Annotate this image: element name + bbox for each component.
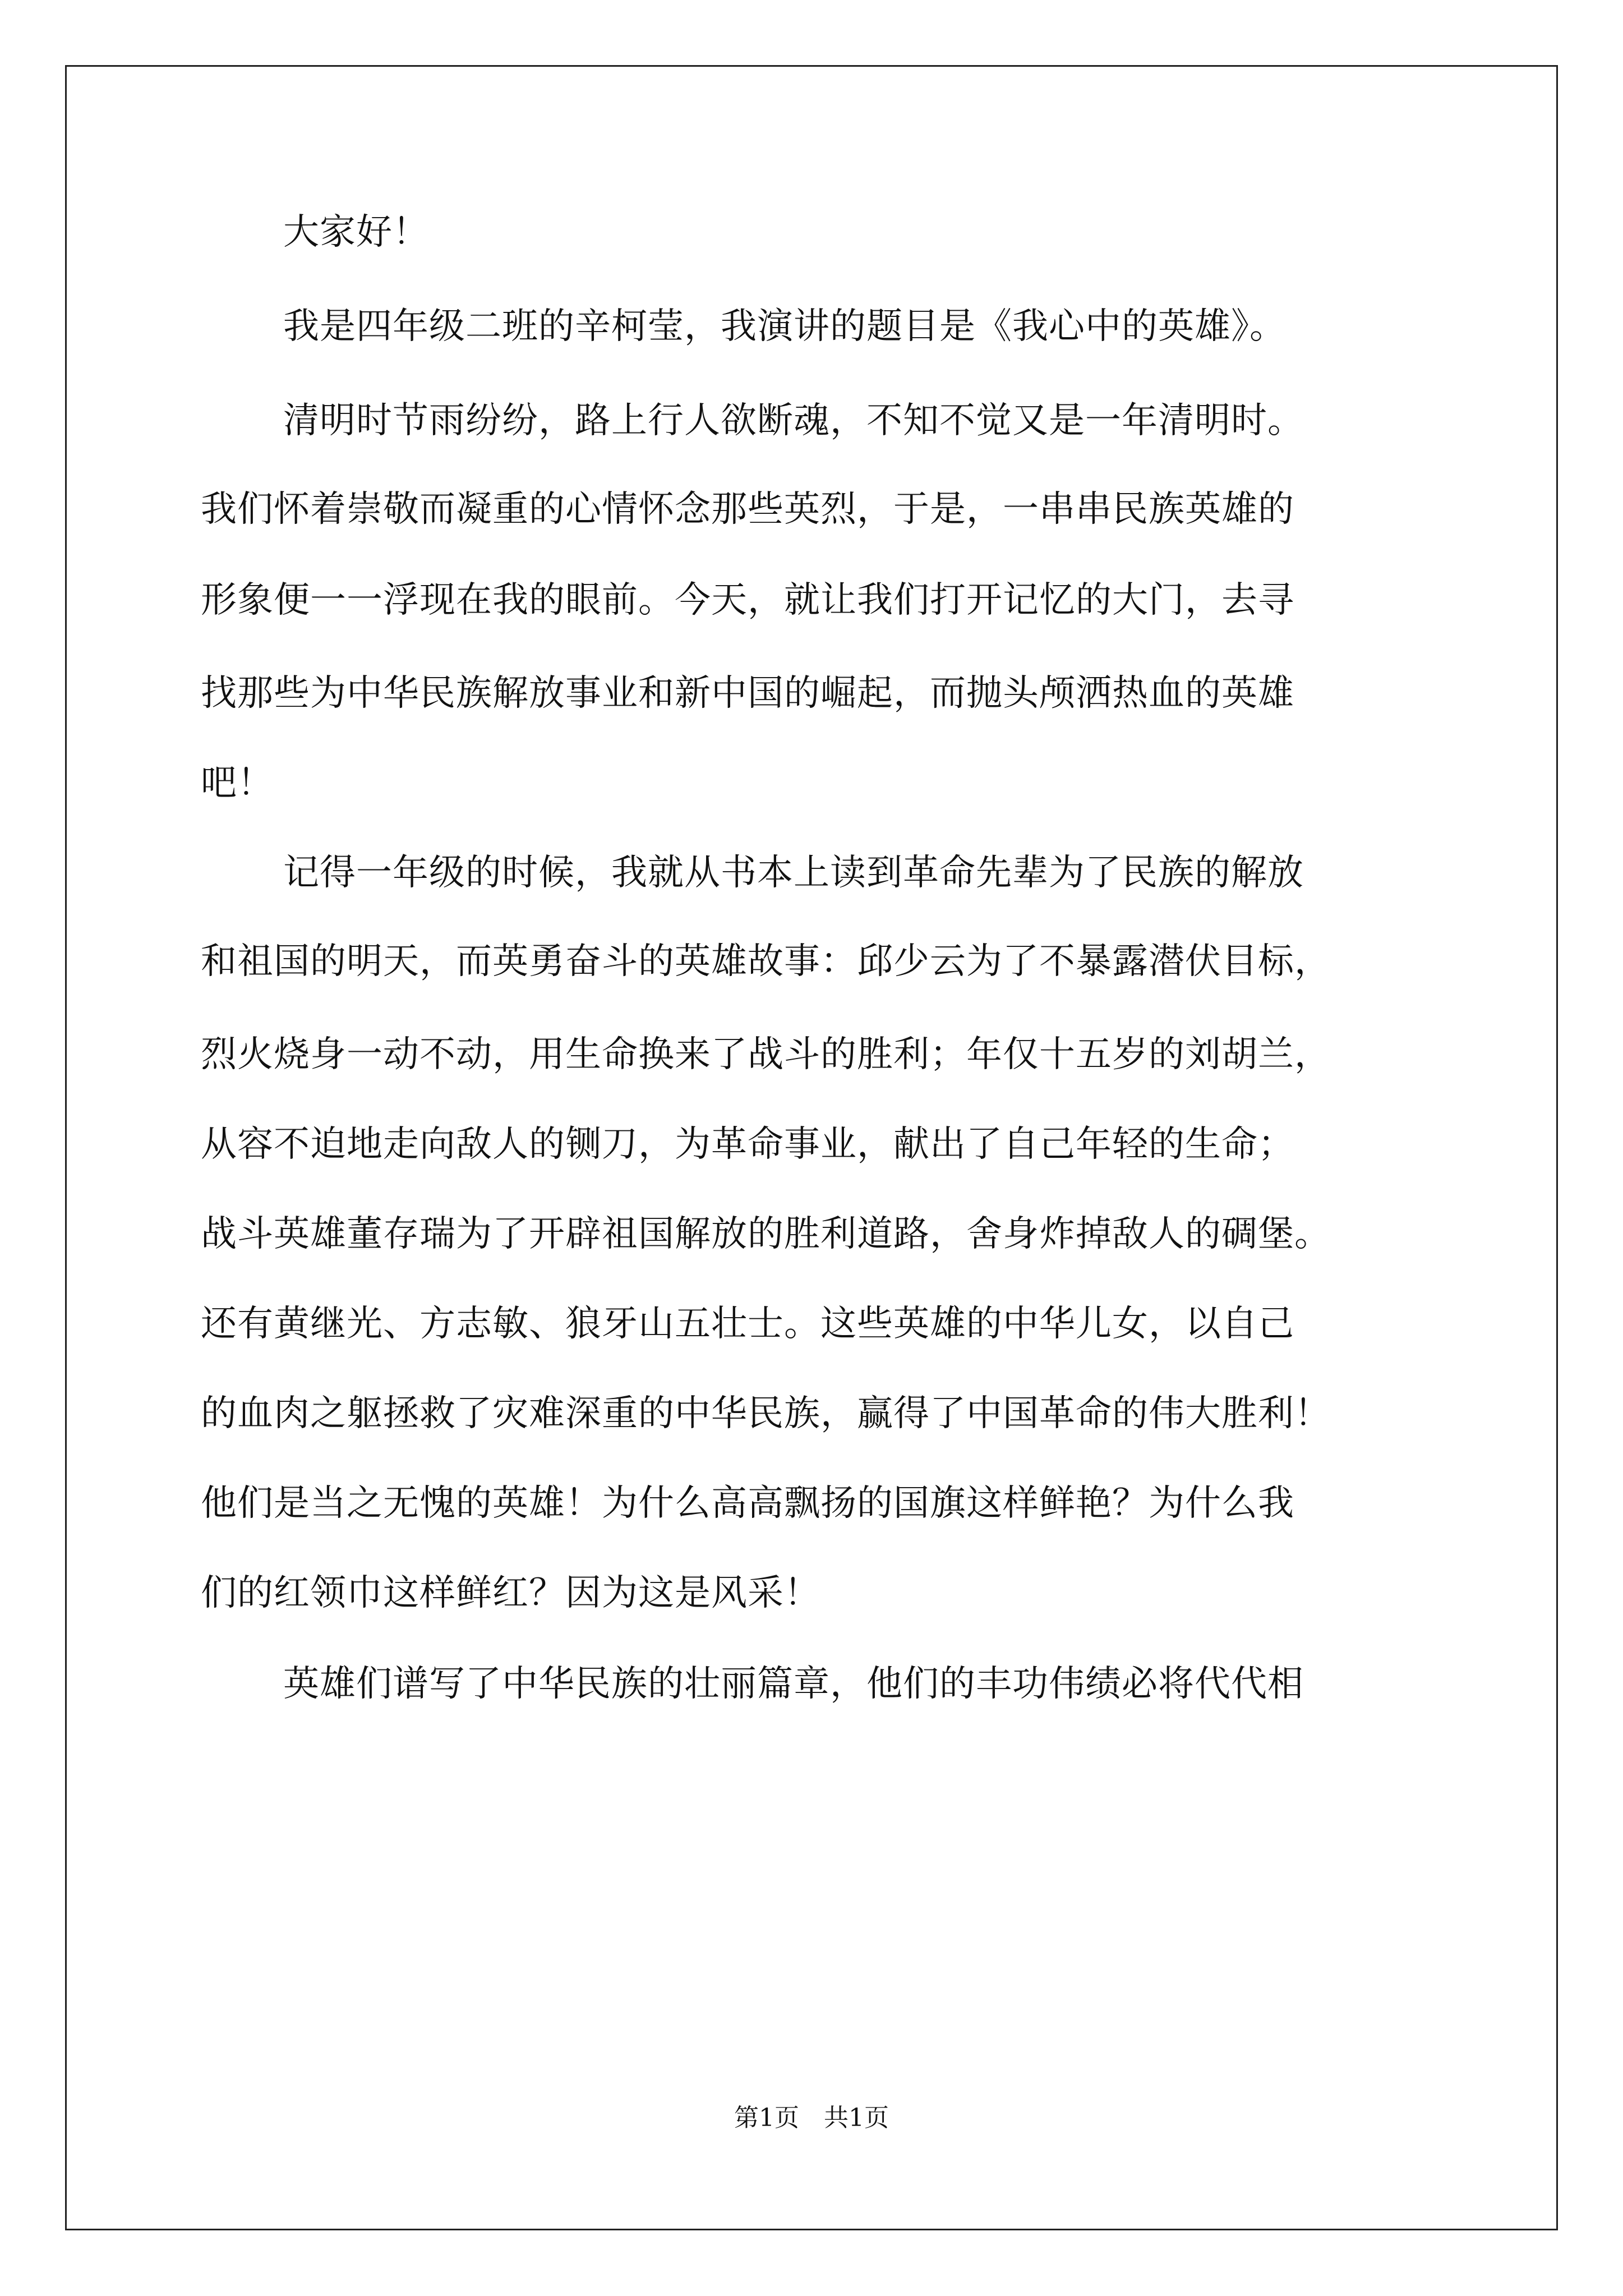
text-line: 还有黄继光、方志敏、狼牙山五壮士。这些英雄的中华儿女，以自己 <box>201 1303 1294 1345</box>
text-line: 形象便一一浮现在我的眼前。今天，就让我们打开记忆的大门，去寻 <box>201 579 1294 621</box>
text-line: 战斗英雄董存瑞为了开辟祖国解放的胜利道路，舍身炸掉敌人的碉堡。 <box>201 1213 1331 1255</box>
text-line: 和祖国的明天，而英勇奋斗的英雄故事：邱少云为了不暴露潜伏目标， <box>201 941 1331 982</box>
text-line: 他们是当之无愧的英雄！为什么高高飘扬的国旗这样鲜艳？为什么我 <box>201 1483 1294 1524</box>
text-line: 记得一年级的时候，我就从书本上读到革命先辈为了民族的解放 <box>283 852 1304 894</box>
text-line: 大家好！ <box>283 211 429 253</box>
page-number-current: 第1页 <box>734 2104 799 2132</box>
text-line: 烈火烧身一动不动，用生命换来了战斗的胜利；年仅十五岁的刘胡兰， <box>201 1034 1331 1075</box>
text-line: 我们怀着崇敬而凝重的心情怀念那些英烈，于是，一串串民族英雄的 <box>201 489 1294 530</box>
text-line: 清明时节雨纷纷，路上行人欲断魂，不知不觉又是一年清明时。 <box>283 400 1304 441</box>
text-line: 英雄们谱写了中华民族的壮丽篇章，他们的丰功伟绩必将代代相 <box>283 1663 1304 1705</box>
text-line: 我是四年级二班的辛柯莹，我演讲的题目是《我心中的英雄》。 <box>283 306 1286 347</box>
text-line: 们的红领巾这样鲜红？因为这是风采！ <box>201 1572 820 1614</box>
text-line: 从容不迫地走向敌人的铡刀，为革命事业，献出了自己年轻的生命； <box>201 1124 1294 1165</box>
text-line: 吧！ <box>201 762 274 804</box>
text-line: 找那些为中华民族解放事业和新中国的崛起，而抛头颅洒热血的英雄 <box>201 673 1294 714</box>
text-line: 的血肉之躯拯救了灾难深重的中华民族，赢得了中国革命的伟大胜利！ <box>201 1393 1331 1434</box>
page-number-total: 共1页 <box>824 2104 889 2132</box>
page-footer <box>0 2102 1623 2134</box>
